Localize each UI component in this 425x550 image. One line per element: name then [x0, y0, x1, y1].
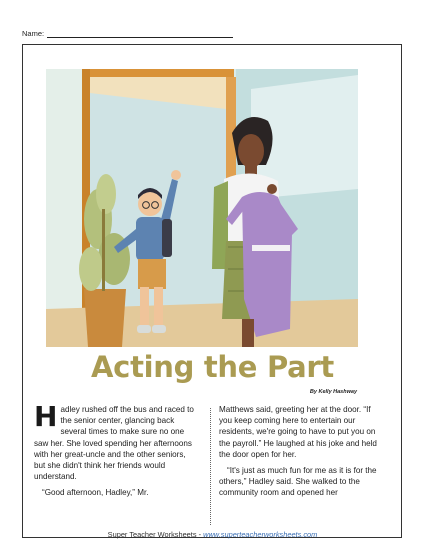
name-line[interactable]	[47, 31, 233, 38]
story-byline: By Kelly Hashway	[309, 389, 357, 395]
story-paragraph	[34, 400, 194, 482]
story-column-right	[219, 404, 379, 499]
story-paragraph: Matthews said, greeting her at the door. “If you keep coming here to entertain our residents, we're going to have to put you on the payroll.” He laughed at his joke and held the door open for her.	[219, 405, 377, 459]
page-footer	[0, 530, 425, 539]
footer-brand: Super Teacher Worksheets -	[107, 530, 204, 539]
drop-cap: H	[34, 400, 58, 433]
story-illustration	[46, 69, 358, 347]
paragraph-text: adley rushed off the bus and raced to the senior center, glancing back several times to make sure no one saw her. She loved spending her afternoons with her great-uncle and the other seniors, but she didn't think her friends would understand.	[34, 405, 194, 482]
column-divider	[210, 408, 211, 525]
story-column-left	[34, 400, 194, 499]
story-paragraph: “Good afternoon, Hadley,” Mr.	[42, 488, 149, 498]
story-title: Acting the Part	[91, 350, 334, 384]
footer-url-link[interactable]: www.superteacherworksheets.com	[203, 530, 318, 539]
name-field-row	[22, 29, 233, 38]
name-label: Name:	[22, 29, 45, 38]
story-paragraph: “It's just as much fun for me as it is for the others,” Hadley said. She walked to the community room and opened her	[219, 466, 377, 498]
